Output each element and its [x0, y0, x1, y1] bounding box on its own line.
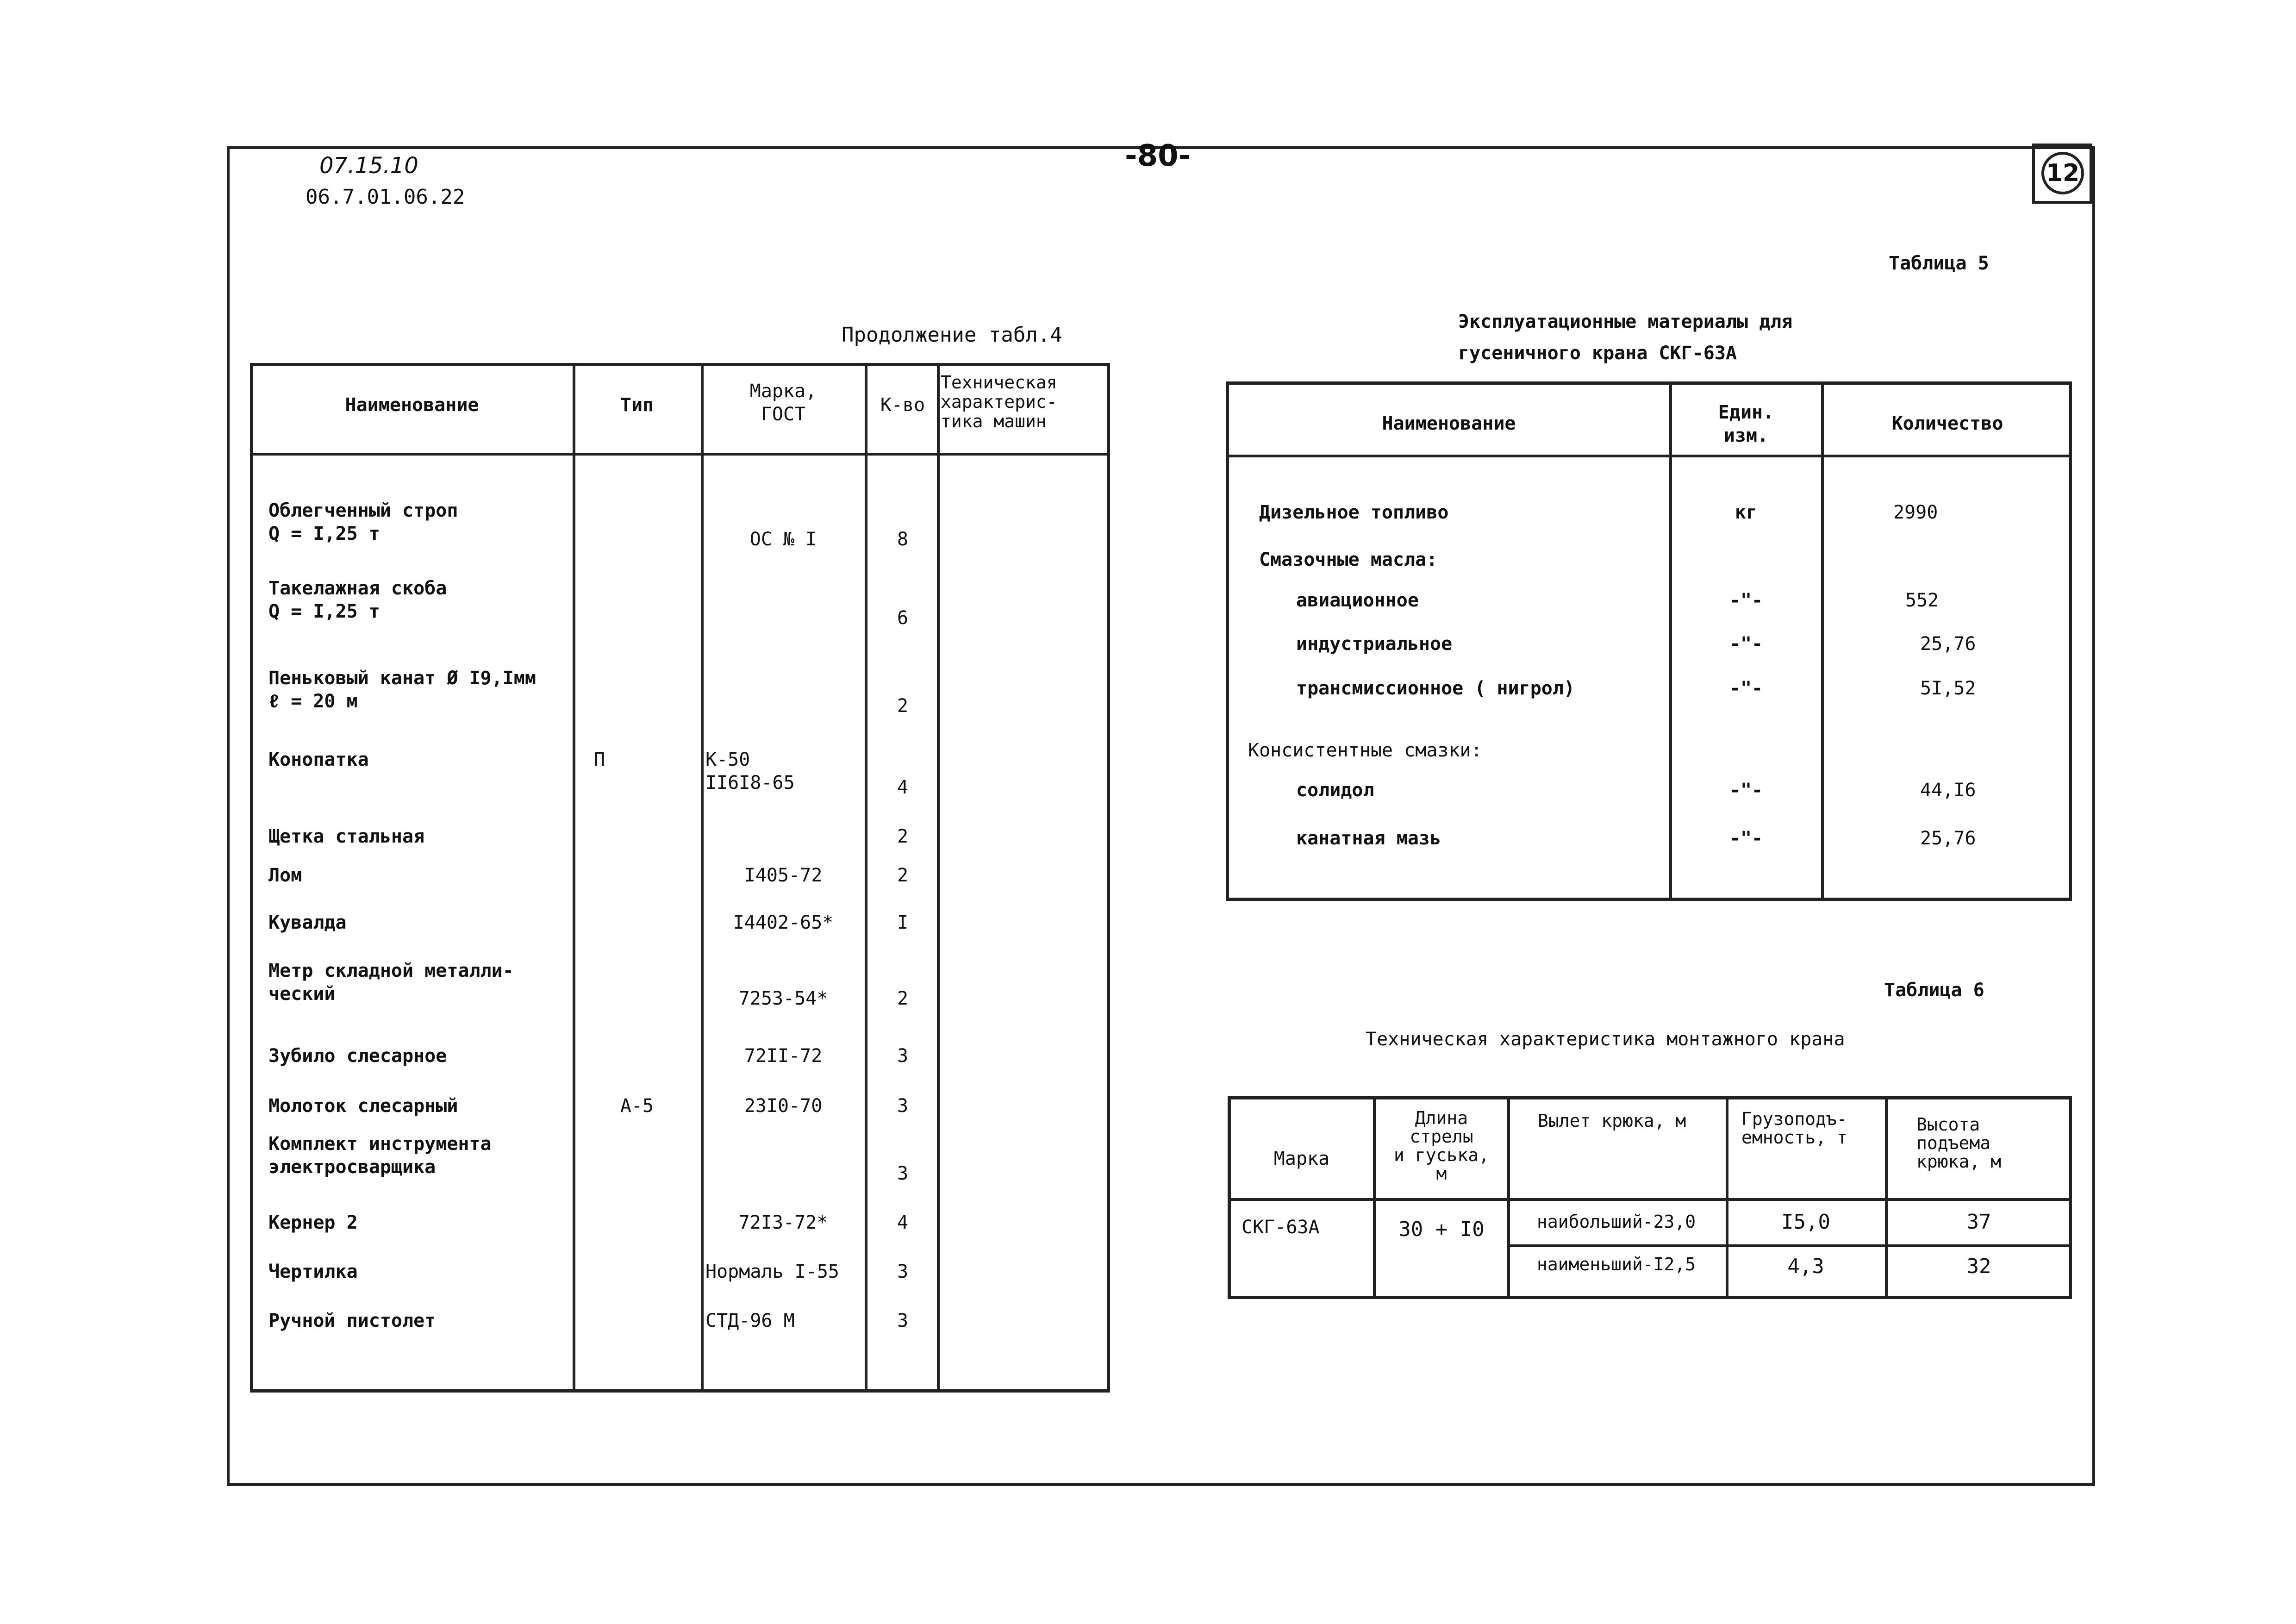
table4-row-qty: 2	[897, 865, 909, 886]
table6-row-reach: наибольший-23,0	[1537, 1212, 1696, 1232]
table5-row-unit: -"-	[1729, 678, 1763, 699]
table4-row-qty: 4	[897, 1212, 909, 1233]
table5-row-unit: -"-	[1729, 590, 1763, 611]
table6-mark: СКГ-63А	[1242, 1217, 1320, 1238]
table4-row-name: Ручной пистолет	[268, 1310, 436, 1331]
table4-row-name: Щетка стальная	[268, 826, 425, 847]
table4-row-qty: 3	[897, 1095, 909, 1117]
table4-row-mark: СТД-96 М	[705, 1310, 795, 1331]
table4-header-mark: Марка, ГОСТ	[749, 381, 817, 425]
table5-row-name: индустриальное	[1296, 633, 1453, 655]
table4-row-name: Лом	[268, 865, 302, 886]
table6-row-capacity: 4,3	[1787, 1255, 1824, 1278]
table6-row-capacity: I5,0	[1781, 1210, 1830, 1234]
table4-row-qty: 3	[897, 1310, 909, 1331]
table4-caption: Продолжение табл.4	[842, 323, 1062, 347]
table5-row-unit: -"-	[1729, 828, 1763, 849]
table6-header-divider	[1228, 1198, 1505, 1201]
table4-row-qty: 2	[897, 695, 909, 717]
table5-row-unit: -"-	[1729, 633, 1763, 655]
table4-row-name: Конопатка	[268, 749, 369, 770]
table6-header-boom: Длина стрелы и гуська, м	[1394, 1108, 1489, 1184]
table4-header-tech: Техническая характерис- тика машин	[941, 372, 1057, 431]
table4-row-qty: 2	[897, 988, 909, 1009]
table5-row-name: Дизельное топливо	[1259, 502, 1449, 523]
table6-row-height: 37	[1966, 1210, 1991, 1234]
table5-row-name: Консистентные смазки:	[1248, 740, 1482, 761]
table4-row-name: Комплект инструмента электросварщика	[268, 1133, 492, 1178]
table4-row-qty: I	[897, 912, 909, 933]
table4-row-mark: Нормаль I-55	[705, 1261, 839, 1282]
page-number: -80-	[1125, 139, 1191, 173]
table6-col-divider	[1726, 1096, 1728, 1299]
table4-col-divider	[701, 363, 704, 1393]
table4-row-mark: 23I0-70	[744, 1095, 823, 1117]
table4-row-name: Чертилка	[268, 1261, 358, 1282]
table5-header-name: Наименование	[1382, 413, 1516, 434]
handwritten-code: 07.15.10	[319, 153, 418, 179]
table4-col-divider	[865, 363, 867, 1393]
table6-col-divider	[1507, 1096, 1510, 1299]
table6-row-height: 32	[1966, 1255, 1991, 1278]
table6-col-divider	[1885, 1096, 1888, 1299]
table5-row-qty: 44,I6	[1920, 780, 1976, 801]
table6-header-capacity: Грузоподъ- емность, т	[1741, 1109, 1847, 1148]
table4-header-qty: К-во	[880, 394, 925, 416]
table4-col-divider	[573, 363, 575, 1393]
table4-row-name: Такелажная скоба Q = I,25 т	[268, 578, 447, 622]
table6-header-mark: Марка	[1273, 1148, 1330, 1169]
table4-row-type: А-5	[620, 1095, 654, 1117]
table5-col-divider	[1821, 381, 1824, 901]
table6-label: Таблица 6	[1884, 980, 1984, 1001]
table4-row-mark: I405-72	[744, 865, 823, 886]
table6-row-reach: наименьший-I2,5	[1537, 1254, 1696, 1274]
table6-boom-length: 30 + I0	[1398, 1218, 1485, 1241]
table4-row-name: Кувалда	[268, 912, 347, 933]
table4-row-qty: 6	[897, 607, 909, 629]
table5-header-qty: Количество	[1891, 413, 2003, 434]
table5-header-divider	[1226, 455, 2072, 457]
table4-header-name: Наименование	[345, 394, 479, 416]
table4-header-divider	[250, 453, 1110, 456]
table5-header-unit: Един. изм.	[1718, 402, 1774, 446]
table4-row-mark: ОС № I	[749, 529, 817, 550]
table5-row-qty: 552	[1905, 590, 1939, 611]
table4-row-qty: 2	[897, 826, 909, 847]
table6-row-divider	[1510, 1244, 2072, 1247]
table5-label: Таблица 5	[1889, 253, 1989, 274]
table4-row-mark: 72II-72	[744, 1045, 823, 1067]
table4-row-mark: 7253-54*	[738, 988, 828, 1009]
table4-row-qty: 8	[897, 529, 909, 550]
table5-row-name: солидол	[1296, 780, 1374, 801]
table6-header-reach: Вылет крюка, м	[1538, 1111, 1686, 1131]
table4-row-type: П	[593, 749, 605, 770]
table4-row-name: Кернер 2	[268, 1212, 358, 1233]
table4-row-name: Метр складной металли- ческий	[268, 960, 514, 1005]
table4-row-mark: I4402-65*	[733, 912, 834, 933]
table5-row-qty: 25,76	[1920, 828, 1976, 849]
table4-col-divider	[937, 363, 940, 1393]
table4-row-qty: 4	[897, 777, 909, 798]
table5-row-unit: кг	[1734, 502, 1758, 523]
table5-row-qty: 2990	[1893, 502, 1938, 523]
table5-row-qty: 5I,52	[1920, 678, 1976, 699]
table4-row-name: Молоток слесарный	[268, 1095, 458, 1117]
table4-row-qty: 3	[897, 1163, 909, 1184]
table4-row-qty: 3	[897, 1261, 909, 1282]
table5-row-unit: -"-	[1729, 780, 1763, 801]
table6-col-divider	[1373, 1096, 1376, 1299]
table5-row-name: авиационное	[1296, 590, 1419, 611]
table4-row-qty: 3	[897, 1045, 909, 1067]
table5-col-divider	[1669, 381, 1672, 901]
table4-row-name: Зубило слесарное	[268, 1045, 447, 1067]
table5-row-name: канатная мазь	[1296, 828, 1441, 849]
table5-row-name: трансмиссионное ( нигрол)	[1296, 678, 1575, 699]
sheet-mark-box	[2032, 144, 2092, 204]
table6-title: Техническая характеристика монтажного крана	[1366, 1029, 1845, 1050]
table5-title-line1: Эксплуатационные материалы для	[1458, 311, 1793, 332]
table6-header-height: Высота подъема крюка, м	[1916, 1114, 2002, 1172]
table6-header-divider	[1505, 1198, 2072, 1201]
table5-title-line2: гусеничного крана СКГ-63А	[1458, 343, 1737, 364]
document-code: 06.7.01.06.22	[306, 185, 465, 209]
table4-row-mark: 72I3-72*	[738, 1212, 828, 1233]
table4-row-name: Облегченный строп Q = I,25 т	[268, 500, 458, 544]
sheet-mark: 12	[2041, 152, 2084, 194]
table4-header-type: Тип	[620, 394, 654, 416]
table5-row-name: Смазочные масла:	[1259, 549, 1438, 570]
table4-row-name: Пеньковый канат Ø I9,Iмм ℓ = 20 м	[268, 668, 536, 712]
table5-row-qty: 25,76	[1920, 633, 1976, 655]
table4-row-mark: К-50 II6I8-65	[705, 749, 795, 793]
